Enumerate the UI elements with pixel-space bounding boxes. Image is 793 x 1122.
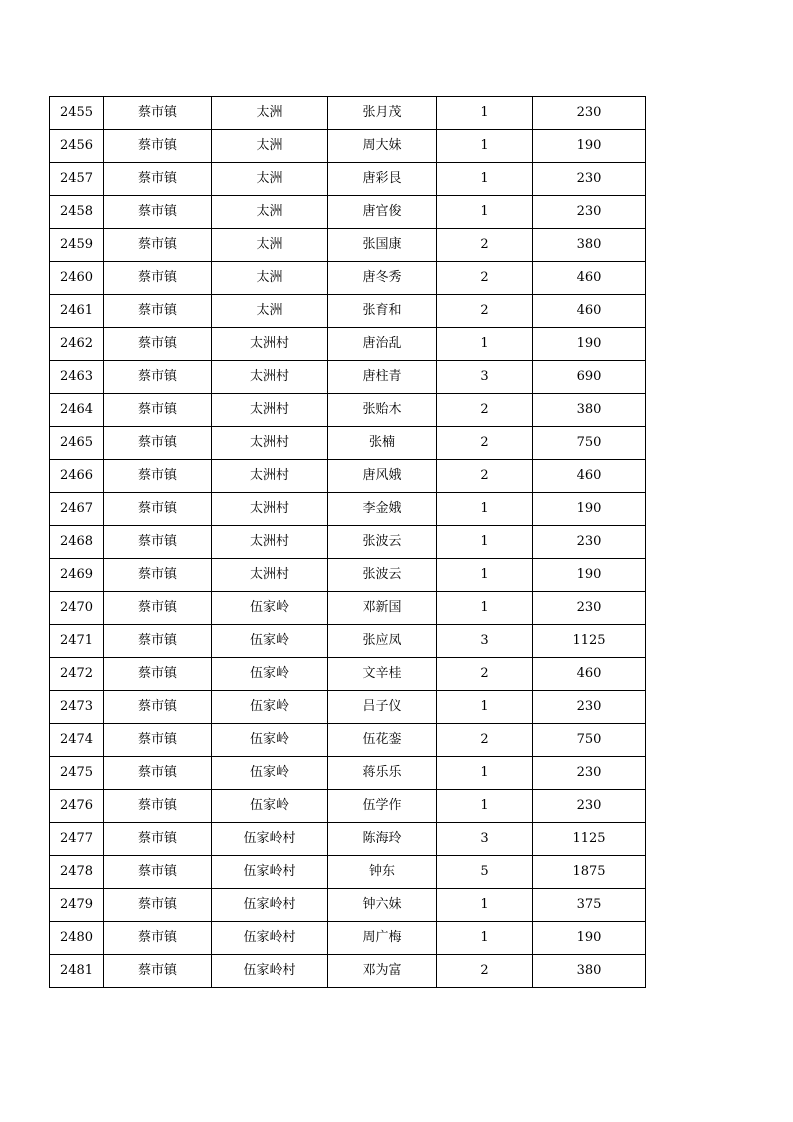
table-row — [50, 262, 646, 295]
household-count-cell: 1 — [437, 130, 533, 163]
amount-cell: 690 — [533, 361, 646, 394]
amount-cell: 380 — [533, 955, 646, 988]
household-count-cell: 2 — [437, 295, 533, 328]
town-cell: 蔡市镇 — [104, 592, 212, 625]
amount-cell: 1125 — [533, 625, 646, 658]
town-cell: 蔡市镇 — [104, 229, 212, 262]
row-number-cell: 2472 — [50, 658, 104, 691]
row-number-cell: 2471 — [50, 625, 104, 658]
name-cell: 张贻木 — [328, 394, 437, 427]
table-row — [50, 658, 646, 691]
amount-cell: 190 — [533, 922, 646, 955]
row-number-cell: 2477 — [50, 823, 104, 856]
household-count-cell: 2 — [437, 394, 533, 427]
amount-cell: 190 — [533, 130, 646, 163]
table-row — [50, 328, 646, 361]
town-cell: 蔡市镇 — [104, 97, 212, 130]
household-count-cell: 2 — [437, 229, 533, 262]
table-row — [50, 163, 646, 196]
town-cell: 蔡市镇 — [104, 790, 212, 823]
town-cell: 蔡市镇 — [104, 856, 212, 889]
household-count-cell: 3 — [437, 625, 533, 658]
table-row — [50, 460, 646, 493]
name-cell: 张育和 — [328, 295, 437, 328]
village-cell: 伍家岭 — [212, 724, 328, 757]
household-count-cell: 1 — [437, 889, 533, 922]
town-cell: 蔡市镇 — [104, 493, 212, 526]
table-row — [50, 526, 646, 559]
village-cell: 太洲 — [212, 229, 328, 262]
village-cell: 太洲村 — [212, 493, 328, 526]
village-cell: 太洲村 — [212, 460, 328, 493]
town-cell: 蔡市镇 — [104, 361, 212, 394]
town-cell: 蔡市镇 — [104, 823, 212, 856]
household-count-cell: 2 — [437, 658, 533, 691]
household-count-cell: 5 — [437, 856, 533, 889]
amount-cell: 380 — [533, 229, 646, 262]
town-cell: 蔡市镇 — [104, 394, 212, 427]
table-row — [50, 229, 646, 262]
table-row — [50, 196, 646, 229]
household-count-cell: 2 — [437, 955, 533, 988]
village-cell: 伍家岭 — [212, 691, 328, 724]
row-number-cell: 2458 — [50, 196, 104, 229]
row-number-cell: 2459 — [50, 229, 104, 262]
amount-cell: 460 — [533, 295, 646, 328]
name-cell: 钟东 — [328, 856, 437, 889]
name-cell: 周广梅 — [328, 922, 437, 955]
name-cell: 张国康 — [328, 229, 437, 262]
amount-cell: 230 — [533, 526, 646, 559]
table-row — [50, 97, 646, 130]
amount-cell: 230 — [533, 757, 646, 790]
town-cell: 蔡市镇 — [104, 658, 212, 691]
row-number-cell: 2463 — [50, 361, 104, 394]
amount-cell: 230 — [533, 97, 646, 130]
table-row — [50, 889, 646, 922]
row-number-cell: 2457 — [50, 163, 104, 196]
amount-cell: 230 — [533, 691, 646, 724]
amount-cell: 230 — [533, 196, 646, 229]
roster-body — [50, 97, 646, 988]
amount-cell: 750 — [533, 724, 646, 757]
town-cell: 蔡市镇 — [104, 295, 212, 328]
household-count-cell: 1 — [437, 790, 533, 823]
town-cell: 蔡市镇 — [104, 163, 212, 196]
amount-cell: 460 — [533, 460, 646, 493]
town-cell: 蔡市镇 — [104, 955, 212, 988]
table-row — [50, 691, 646, 724]
amount-cell: 460 — [533, 262, 646, 295]
village-cell: 太洲 — [212, 295, 328, 328]
village-cell: 太洲村 — [212, 427, 328, 460]
village-cell: 太洲村 — [212, 526, 328, 559]
town-cell: 蔡市镇 — [104, 889, 212, 922]
table-row — [50, 427, 646, 460]
village-cell: 太洲 — [212, 97, 328, 130]
name-cell: 张波云 — [328, 526, 437, 559]
village-cell: 伍家岭村 — [212, 922, 328, 955]
amount-cell: 190 — [533, 559, 646, 592]
table-row — [50, 757, 646, 790]
name-cell: 张楠 — [328, 427, 437, 460]
row-number-cell: 2473 — [50, 691, 104, 724]
name-cell: 钟六妹 — [328, 889, 437, 922]
household-count-cell: 2 — [437, 460, 533, 493]
name-cell: 张波云 — [328, 559, 437, 592]
row-number-cell: 2474 — [50, 724, 104, 757]
row-number-cell: 2476 — [50, 790, 104, 823]
amount-cell: 190 — [533, 493, 646, 526]
village-cell: 伍家岭 — [212, 592, 328, 625]
household-count-cell: 1 — [437, 592, 533, 625]
name-cell: 吕子仪 — [328, 691, 437, 724]
name-cell: 张月茂 — [328, 97, 437, 130]
row-number-cell: 2464 — [50, 394, 104, 427]
village-cell: 伍家岭 — [212, 625, 328, 658]
village-cell: 太洲 — [212, 163, 328, 196]
name-cell: 周大妹 — [328, 130, 437, 163]
household-count-cell: 1 — [437, 328, 533, 361]
town-cell: 蔡市镇 — [104, 526, 212, 559]
village-cell: 伍家岭 — [212, 790, 328, 823]
table-row — [50, 295, 646, 328]
town-cell: 蔡市镇 — [104, 559, 212, 592]
name-cell: 陈海玲 — [328, 823, 437, 856]
village-cell: 太洲村 — [212, 394, 328, 427]
name-cell: 唐彩艮 — [328, 163, 437, 196]
household-count-cell: 1 — [437, 559, 533, 592]
name-cell: 伍学作 — [328, 790, 437, 823]
village-cell: 伍家岭村 — [212, 955, 328, 988]
town-cell: 蔡市镇 — [104, 724, 212, 757]
row-number-cell: 2468 — [50, 526, 104, 559]
village-cell: 太洲村 — [212, 559, 328, 592]
town-cell: 蔡市镇 — [104, 328, 212, 361]
town-cell: 蔡市镇 — [104, 130, 212, 163]
name-cell: 蒋乐乐 — [328, 757, 437, 790]
village-cell: 太洲村 — [212, 361, 328, 394]
town-cell: 蔡市镇 — [104, 691, 212, 724]
row-number-cell: 2470 — [50, 592, 104, 625]
row-number-cell: 2475 — [50, 757, 104, 790]
amount-cell: 380 — [533, 394, 646, 427]
household-count-cell: 2 — [437, 427, 533, 460]
amount-cell: 190 — [533, 328, 646, 361]
roster-table — [49, 96, 646, 988]
town-cell: 蔡市镇 — [104, 262, 212, 295]
amount-cell: 460 — [533, 658, 646, 691]
row-number-cell: 2456 — [50, 130, 104, 163]
row-number-cell: 2462 — [50, 328, 104, 361]
household-count-cell: 1 — [437, 97, 533, 130]
name-cell: 唐风娥 — [328, 460, 437, 493]
town-cell: 蔡市镇 — [104, 427, 212, 460]
village-cell: 伍家岭村 — [212, 889, 328, 922]
table-row — [50, 559, 646, 592]
table-row — [50, 922, 646, 955]
village-cell: 伍家岭 — [212, 757, 328, 790]
household-count-cell: 2 — [437, 262, 533, 295]
table-row — [50, 130, 646, 163]
table-row — [50, 493, 646, 526]
name-cell: 唐柱青 — [328, 361, 437, 394]
amount-cell: 750 — [533, 427, 646, 460]
village-cell: 太洲 — [212, 196, 328, 229]
row-number-cell: 2466 — [50, 460, 104, 493]
table-row — [50, 361, 646, 394]
name-cell: 邓为富 — [328, 955, 437, 988]
village-cell: 太洲 — [212, 130, 328, 163]
household-count-cell: 1 — [437, 163, 533, 196]
row-number-cell: 2480 — [50, 922, 104, 955]
name-cell: 邓新国 — [328, 592, 437, 625]
amount-cell: 375 — [533, 889, 646, 922]
table-row — [50, 955, 646, 988]
name-cell: 唐治乱 — [328, 328, 437, 361]
table-row — [50, 856, 646, 889]
row-number-cell: 2481 — [50, 955, 104, 988]
row-number-cell: 2469 — [50, 559, 104, 592]
table-row — [50, 790, 646, 823]
village-cell: 太洲村 — [212, 328, 328, 361]
household-count-cell: 1 — [437, 196, 533, 229]
name-cell: 伍花銮 — [328, 724, 437, 757]
row-number-cell: 2467 — [50, 493, 104, 526]
row-number-cell: 2465 — [50, 427, 104, 460]
amount-cell: 230 — [533, 163, 646, 196]
table-row — [50, 592, 646, 625]
table-row — [50, 625, 646, 658]
name-cell: 唐冬秀 — [328, 262, 437, 295]
household-count-cell: 1 — [437, 757, 533, 790]
household-count-cell: 1 — [437, 691, 533, 724]
household-count-cell: 1 — [437, 922, 533, 955]
name-cell: 文辛桂 — [328, 658, 437, 691]
amount-cell: 1875 — [533, 856, 646, 889]
name-cell: 唐官俊 — [328, 196, 437, 229]
town-cell: 蔡市镇 — [104, 922, 212, 955]
table-row — [50, 823, 646, 856]
household-count-cell: 3 — [437, 823, 533, 856]
table-row — [50, 394, 646, 427]
household-count-cell: 3 — [437, 361, 533, 394]
town-cell: 蔡市镇 — [104, 460, 212, 493]
row-number-cell: 2461 — [50, 295, 104, 328]
household-count-cell: 1 — [437, 493, 533, 526]
row-number-cell: 2460 — [50, 262, 104, 295]
household-count-cell: 1 — [437, 526, 533, 559]
table-row — [50, 724, 646, 757]
name-cell: 李金娥 — [328, 493, 437, 526]
village-cell: 伍家岭村 — [212, 856, 328, 889]
amount-cell: 230 — [533, 790, 646, 823]
household-count-cell: 2 — [437, 724, 533, 757]
town-cell: 蔡市镇 — [104, 757, 212, 790]
amount-cell: 230 — [533, 592, 646, 625]
village-cell: 太洲 — [212, 262, 328, 295]
amount-cell: 1125 — [533, 823, 646, 856]
name-cell: 张应凤 — [328, 625, 437, 658]
village-cell: 伍家岭村 — [212, 823, 328, 856]
row-number-cell: 2478 — [50, 856, 104, 889]
village-cell: 伍家岭 — [212, 658, 328, 691]
row-number-cell: 2479 — [50, 889, 104, 922]
town-cell: 蔡市镇 — [104, 625, 212, 658]
town-cell: 蔡市镇 — [104, 196, 212, 229]
row-number-cell: 2455 — [50, 97, 104, 130]
